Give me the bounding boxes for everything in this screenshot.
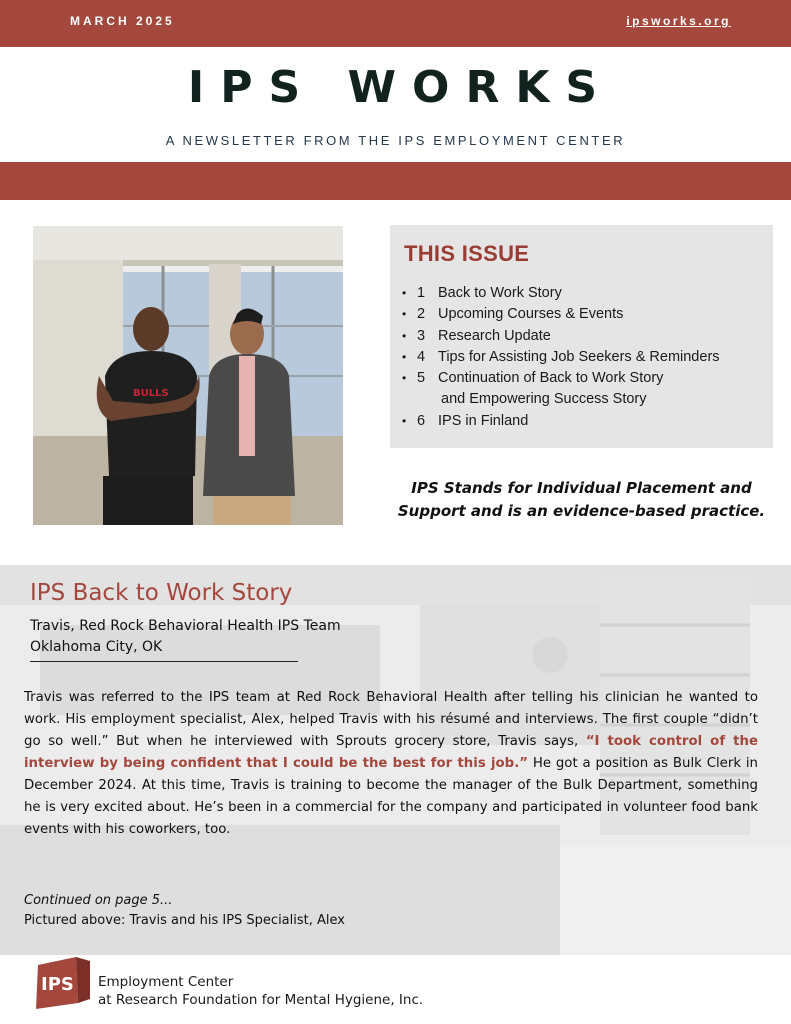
masthead-band	[0, 162, 791, 200]
issue-item: • 2 Upcoming Courses & Events	[402, 304, 720, 325]
issue-date: MARCH 2025	[70, 14, 175, 28]
back-to-work-story	[0, 565, 791, 955]
story-quote: “I took control of the interview by being confident that I could be the best for this job.”	[24, 734, 758, 771]
story-subtitle-name: Travis, Red Rock Behavioral Health IPS Team	[30, 618, 341, 634]
story-title: IPS Back to Work Story	[30, 580, 293, 606]
footer-org	[98, 973, 423, 1009]
featured-photo	[33, 226, 343, 525]
story-continuation	[24, 891, 345, 931]
story-divider	[30, 661, 298, 662]
ips-definition: IPS Stands for Individual Placement and Support and is an evidence-based practice.	[397, 479, 766, 520]
this-issue-list	[402, 283, 720, 432]
issue-item-continuation: and Empowering Success Story	[441, 391, 647, 408]
footer-line1: Employment Center	[98, 974, 234, 990]
ips-logo-icon	[32, 955, 92, 1010]
story-body: Travis was referred to the IPS team at Red Rock Behavioral Health after telling his clinician he wanted to work. His employment specialist, Alex, helped Travis with his résumé and interviews. The first couple “didn’t go so well.” But when he interviewed with Sprouts grocery store, Travis says, “I took control of the interview by being confident that I could be the best for this job.” He got a position as Bulk Clerk in December 2024. At this time, Travis is training to become the manager of the Bulk Department, something he is very excited about. He’s been in a commercial for the company and participated in volunteer food bank events with his coworkers, too.	[24, 690, 758, 837]
footer-line2: at Research Foundation for Mental Hygiene, Inc.	[98, 992, 424, 1008]
issue-item: • 1 Back to Work Story	[402, 283, 720, 304]
masthead-title: IPS WORKS	[187, 62, 614, 113]
continued-note: Continued on page 5...	[24, 893, 173, 908]
this-issue-box	[390, 225, 773, 448]
issue-item: • 3 Research Update	[402, 326, 720, 347]
issue-item: • 6 IPS in Finland	[402, 411, 720, 432]
issue-item: • 4 Tips for Assisting Job Seekers & Reminders	[402, 347, 720, 368]
this-issue-heading: THIS ISSUE	[404, 241, 530, 266]
masthead-tagline: A NEWSLETTER FROM THE IPS EMPLOYMENT CENTER	[165, 133, 626, 148]
story-subtitle	[30, 616, 341, 658]
issue-item: • 5 Continuation of Back to Work Story	[402, 368, 720, 389]
photo-of-two-men	[33, 226, 343, 525]
top-bar	[0, 0, 791, 47]
story-subtitle-location: Oklahoma City, OK	[30, 639, 163, 655]
website-link[interactable]: ipsworks.org	[626, 14, 731, 28]
photo-caption: Pictured above: Travis and his IPS Specialist, Alex	[24, 913, 345, 928]
svg-text:BULLS: BULLS	[133, 388, 169, 399]
logo-text: IPS	[41, 974, 74, 995]
